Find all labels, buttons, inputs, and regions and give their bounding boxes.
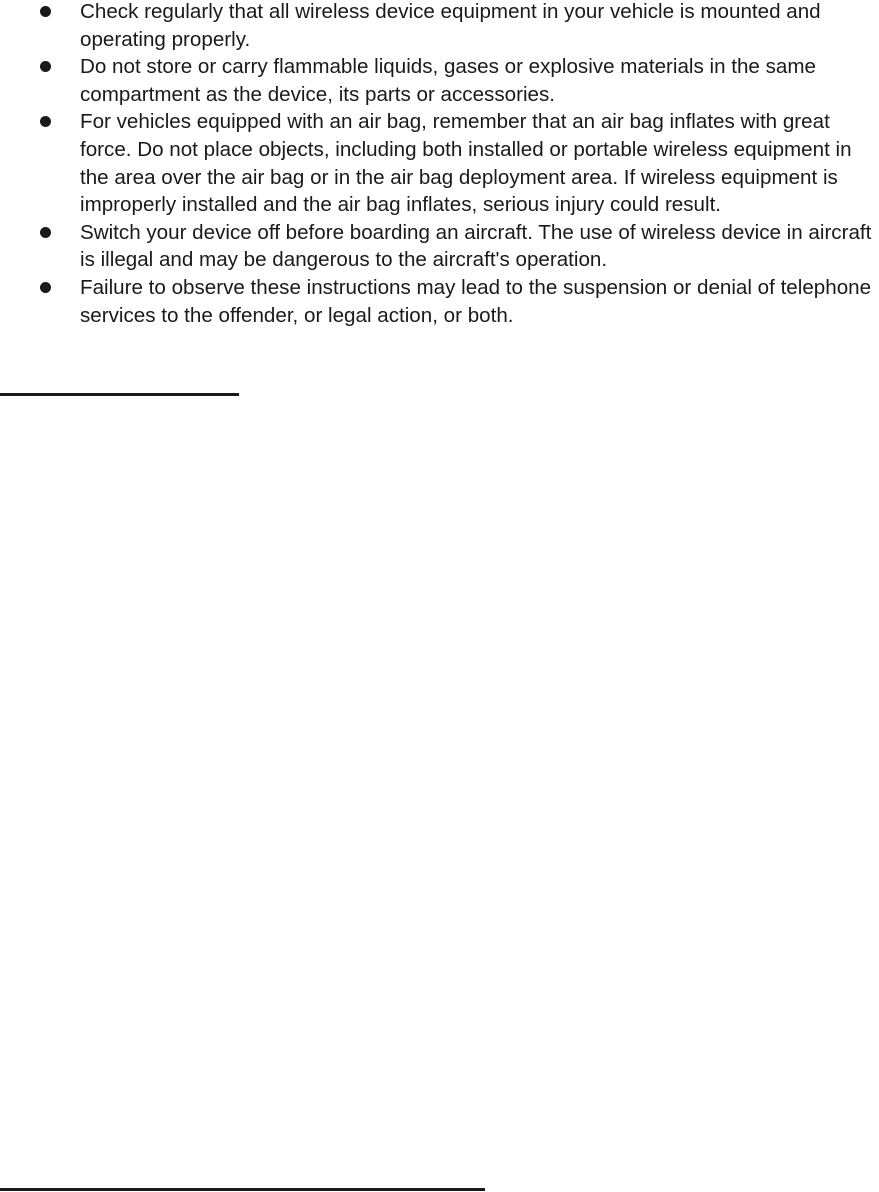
- footer-divider: [0, 1188, 485, 1191]
- list-item: [0, 274, 879, 329]
- section-divider: [0, 393, 239, 396]
- bullet-icon: [40, 227, 51, 238]
- list-item: [0, 108, 879, 218]
- bullet-icon: [40, 116, 51, 127]
- list-item-text: Switch your device off before boarding an aircraft. The use of wireless device in aircraft is illegal and may be dangerous to the aircraft's operation.: [80, 220, 872, 272]
- bullet-icon: [40, 282, 51, 293]
- list-item-text: Failure to observe these instructions may lead to the suspension or denial of telephone services to the offender, or legal action, or both.: [80, 275, 872, 327]
- safety-instructions-list: [0, 0, 879, 329]
- list-item: [0, 53, 879, 108]
- bullet-icon: [40, 6, 51, 17]
- list-item-text: Check regularly that all wireless device equipment in your vehicle is mounted and operating properly.: [80, 0, 821, 51]
- bullet-icon: [40, 61, 51, 72]
- list-item-text: For vehicles equipped with an air bag, remember that an air bag inflates with great force. Do not place objects, including both installed or portable wireless equipment in the area over the air bag or in the air bag deployment area. If wireless equipment is improperly installed and the air bag inflates, serious injury could result.: [80, 110, 852, 217]
- list-item-text: Do not store or carry flammable liquids, gases or explosive materials in the same compartment as the device, its parts or accessories.: [80, 55, 816, 106]
- list-item: [0, 0, 879, 53]
- list-item: [0, 219, 879, 274]
